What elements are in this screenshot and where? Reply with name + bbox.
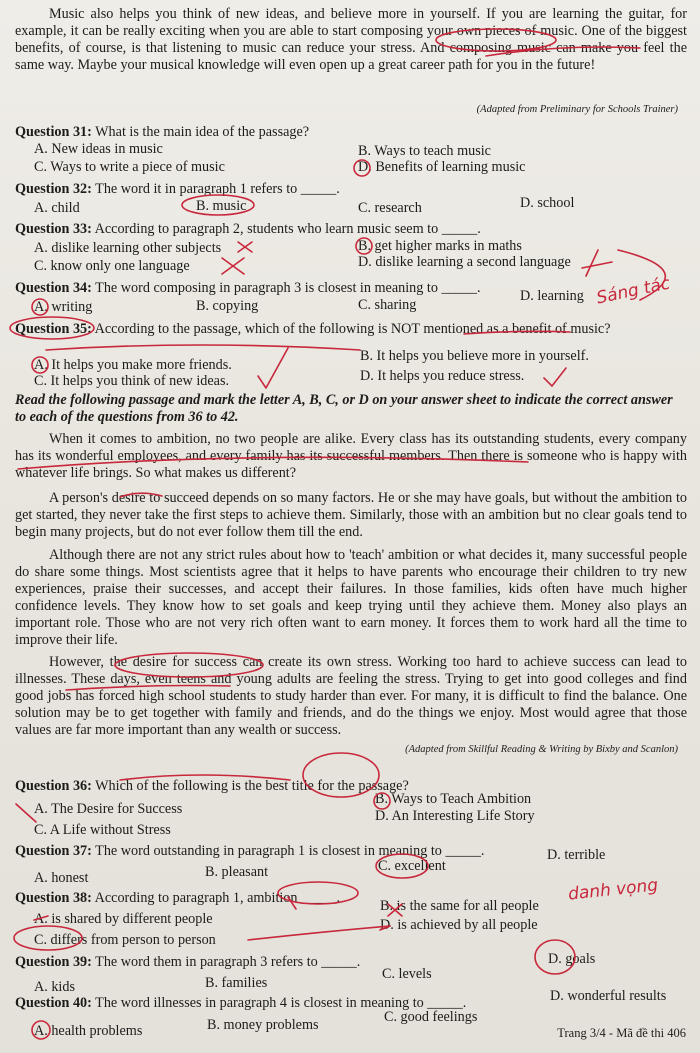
question-33-stem: According to paragraph 2, students who learn music seem to _____.	[94, 221, 481, 237]
q37-option-a[interactable]: A. honest	[34, 870, 89, 886]
handwritten-note-q34: Sáng tác	[594, 273, 672, 309]
q40-option-d[interactable]: D. wonderful results	[550, 988, 667, 1004]
q32-option-c[interactable]: C. research	[358, 200, 422, 216]
q36-option-c[interactable]: C. A Life without Stress	[34, 822, 171, 838]
question-40-stem: The word illnesses in paragraph 4 is closest in meaning to _____.	[95, 995, 467, 1011]
q34-option-b[interactable]: B. copying	[196, 298, 259, 314]
q36-option-b[interactable]: B. Ways to Teach Ambition	[375, 791, 532, 807]
q35-option-c[interactable]: C. It helps you think of new ideas.	[34, 373, 230, 389]
q37-option-d[interactable]: D. terrible	[547, 847, 606, 863]
tick-q35-c	[258, 348, 288, 388]
question-31-label: Question 31:	[15, 124, 92, 140]
q36-option-d[interactable]: D. An Interesting Life Story	[375, 808, 535, 824]
question-38-label: Question 38:	[15, 890, 92, 906]
q38-option-d[interactable]: D. is achieved by all people	[380, 917, 538, 933]
question-33-label: Question 33:	[15, 221, 92, 237]
q32-option-a[interactable]: A. child	[34, 200, 80, 216]
question-35-label: Question 35:	[15, 321, 92, 337]
q39-option-c[interactable]: C. levels	[382, 966, 432, 982]
q39-option-b[interactable]: B. families	[205, 975, 268, 991]
question-36-stem: Which of the following is the best title for the passage?	[95, 778, 409, 794]
question-32	[15, 181, 687, 197]
question-32-stem: The word it in paragraph 1 refers to _____.	[95, 181, 340, 197]
passage2-paragraph-4: However, the desire for success can create its own stress. Working too hard to achieve success can lead to illnesses. These days, even teens and young adults are feeling the stress. Trying to get into good colleges and find good jobs has forced high school students to study harder than ever. For many, it is difficult to find the balance. One solution may be to get together with family and friends, and do the things we enjoy. Most would agree that those values are far more important than any wealth or success.	[15, 654, 687, 738]
passage1-source: (Adapted from Preliminary for Schools Trainer)	[476, 104, 678, 115]
cross-q33-a	[238, 242, 252, 252]
q34-option-d[interactable]: D. learning	[520, 288, 584, 304]
cross-q33-c	[222, 258, 244, 274]
question-31-stem: What is the main idea of the passage?	[95, 124, 310, 140]
q35-option-d[interactable]: D. It helps you reduce stress.	[360, 368, 525, 384]
question-33	[15, 221, 687, 237]
passage2-source: (Adapted from Skillful Reading & Writing by Bixby and Scanlon)	[405, 744, 678, 755]
q35-option-a[interactable]: A. It helps you make more friends.	[34, 357, 232, 373]
q40-option-c[interactable]: C. good feelings	[384, 1009, 478, 1025]
q33-option-c[interactable]: C. know only one language	[34, 258, 190, 274]
mark-q33-d	[582, 250, 612, 276]
q32-option-d[interactable]: D. school	[520, 195, 575, 211]
q36-option-a[interactable]: A. The Desire for Success	[34, 801, 183, 817]
question-36-label: Question 36:	[15, 778, 92, 794]
question-34-label: Question 34:	[15, 280, 92, 296]
question-34	[15, 280, 687, 296]
question-34-stem: The word composing in paragraph 3 is closest in meaning to _____.	[95, 280, 481, 296]
passage2-paragraph-3: Although there are not any strict rules about how to 'teach' ambition or what decides it, many successful people do share some things. Most scientists agree that it helps to have parents who encourage their children to try new experiences, praise their successes, and accept their failures. In those families, kids often have much higher confidence levels. They know how to set goals and keep trying until they achieve them. Money also plays an important role. Those who are not very rich often want to earn money. It forces them to work hard all the time to improve their life.	[15, 547, 687, 648]
q39-option-a[interactable]: A. kids	[34, 979, 75, 995]
question-32-label: Question 32:	[15, 181, 92, 197]
question-36	[15, 778, 687, 794]
q31-option-a[interactable]: A. New ideas in music	[34, 141, 163, 157]
q33-option-b[interactable]: B. get higher marks in maths	[358, 238, 522, 254]
question-37-stem: The word outstanding in paragraph 1 is closest in meaning to _____.	[95, 843, 485, 859]
q35-option-b[interactable]: B. It helps you believe more in yourself.	[360, 348, 589, 364]
q40-option-a[interactable]: A. health problems	[34, 1023, 143, 1039]
q38-option-c[interactable]: C. differs from person to person	[34, 932, 216, 948]
q34-option-c[interactable]: C. sharing	[358, 297, 417, 313]
q31-option-c[interactable]: C. Ways to write a piece of music	[34, 159, 225, 175]
handwritten-note-q38: danh vọng	[567, 875, 660, 905]
question-38-stem: According to paragraph 1, ambition _____.	[94, 890, 341, 906]
q38-option-a[interactable]: A. is shared by different people	[34, 911, 213, 927]
question-40-label: Question 40:	[15, 995, 92, 1011]
q31-option-b[interactable]: B. Ways to teach music	[358, 143, 491, 159]
passage2-paragraph-2: A person's desire to succeed depends on so many factors. He or she may have goals, but without the ambition to get started, they never take the first steps to achieve them. Similarly, those with an ambition but no clear goals tend to begin many projects, but do not ever follow them till the end.	[15, 490, 687, 540]
q37-option-b[interactable]: B. pleasant	[205, 864, 269, 880]
question-35	[15, 321, 687, 338]
q40-option-b[interactable]: B. money problems	[207, 1017, 319, 1033]
q31-option-d[interactable]: D. Benefits of learning music	[358, 159, 526, 175]
page-footer: Trang 3/4 - Mã đề thi 406	[557, 1026, 686, 1040]
tick-q35-d	[544, 368, 566, 386]
q37-option-c[interactable]: C. excellent	[378, 858, 446, 874]
stroke-q35	[46, 345, 360, 350]
q39-option-d[interactable]: D. goals	[548, 951, 596, 967]
passage1-paragraph: Music also helps you think of new ideas, and believe more in yourself. If you are learning the guitar, for example, it can be really exciting when you are able to start composing your own pieces of music. One of the biggest benefits, of course, is that listening to music can reduce your stress. And composing music can make you feel the same way. Maybe your musical knowledge will even open up a great career path for you in the future!	[15, 6, 687, 73]
q34-option-a[interactable]: A. writing	[34, 299, 93, 315]
question-37-label: Question 37:	[15, 843, 92, 859]
q33-option-a[interactable]: A. dislike learning other subjects	[34, 240, 222, 256]
q38-option-b[interactable]: B. is the same for all people	[380, 898, 539, 914]
stroke-q38	[248, 926, 390, 940]
passage2-paragraph-1: When it comes to ambition, no two people are alike. Every class has its outstanding students, every company has its wonderful employees, and every family has its successful members. Then there is someone who is happy with whatever life brings. So what makes us different?	[15, 431, 687, 481]
question-31	[15, 124, 687, 140]
question-39-label: Question 39:	[15, 954, 92, 970]
q33-option-d[interactable]: D. dislike learning a second language	[358, 254, 571, 270]
section-instruction: Read the following passage and mark the letter A, B, C, or D on your answer sheet to indicate the correct answer to each of the questions from 36 to 42.	[15, 392, 673, 425]
question-39-stem: The word them in paragraph 3 refers to _____.	[95, 954, 361, 970]
q32-option-b[interactable]: B. music	[196, 198, 247, 214]
question-35-stem: According to the passage, which of the following is NOT mentioned as a benefit of music?	[94, 321, 611, 337]
mark-q36-a	[16, 804, 36, 822]
